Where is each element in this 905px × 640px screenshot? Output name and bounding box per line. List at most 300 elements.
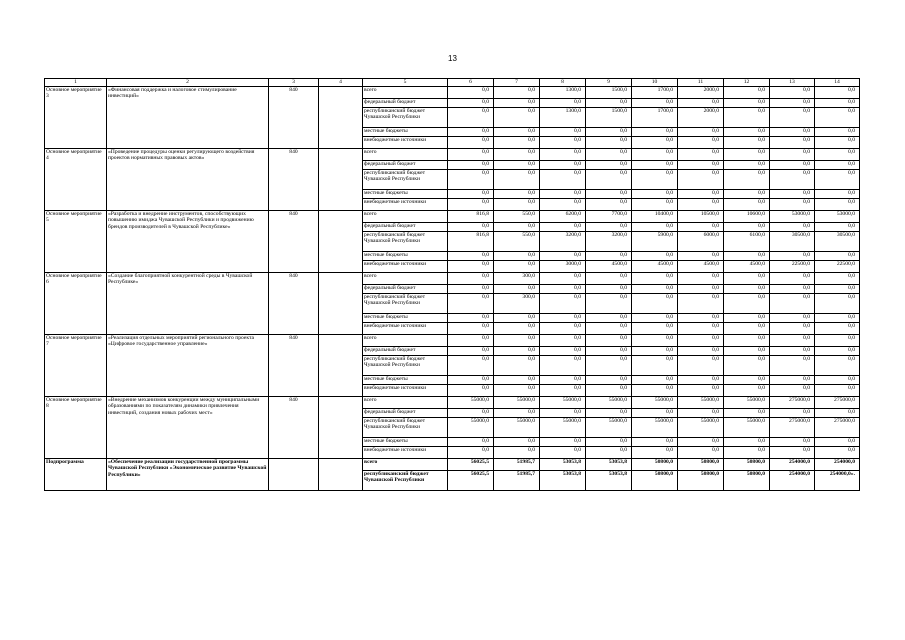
subprogram-row (45, 459, 860, 471)
event-description: «Реализация отдельных мероприятий регионального проекта «Цифровое государственное управление» (107, 335, 269, 397)
amount-cell: 0,0 (770, 347, 815, 356)
amount-cell: 53053,8 (586, 459, 632, 471)
header-cell-3: 3 (269, 79, 319, 87)
amount-cell: 0,0 (448, 273, 494, 285)
amount-cell: 0,0 (815, 314, 860, 323)
amount-cell: 0,0 (586, 385, 632, 397)
responsible-code: 840 (269, 397, 319, 459)
amount-cell: 0,0 (632, 273, 678, 285)
amount-cell: 0,0 (770, 385, 815, 397)
funding-source: местные бюджеты (363, 128, 448, 137)
amount-cell: 0,0 (448, 199, 494, 211)
amount-cell: 0,0 (632, 323, 678, 335)
amount-cell: 0,0 (494, 161, 540, 170)
event-description: «Финансовая поддержка и налоговое стимулирование инвестиций» (107, 87, 269, 149)
amount-cell: 0,0 (540, 314, 586, 323)
amount-cell: 0,0 (815, 376, 860, 385)
amount-cell: 0,0 (770, 128, 815, 137)
amount-cell: 0,0 (815, 385, 860, 397)
amount-cell: 0,0 (724, 87, 770, 99)
event-title: Основное мероприятие 3 (45, 87, 107, 149)
amount-cell: 0,0 (586, 314, 632, 323)
amount-cell: 6200,0 (540, 211, 586, 223)
amount-cell: 0,0 (678, 376, 724, 385)
responsible-code: 840 (269, 273, 319, 335)
amount-cell: 0,0 (770, 190, 815, 199)
amount-cell: 0,0 (448, 108, 494, 128)
amount-cell: 0,0 (586, 285, 632, 294)
amount-cell: 0,0 (494, 252, 540, 261)
amount-cell: 0,0 (540, 438, 586, 447)
table-row (45, 335, 860, 347)
amount-cell: 55000,0 (632, 418, 678, 438)
amount-cell: 0,0 (448, 347, 494, 356)
amount-cell: 0,0 (724, 99, 770, 108)
event-title: Основное мероприятие 6 (45, 273, 107, 335)
amount-cell: 0,0 (632, 128, 678, 137)
amount-cell: 0,0 (586, 335, 632, 347)
amount-cell: 275000,0 (770, 397, 815, 409)
amount-cell: 50800,0 (678, 471, 724, 491)
amount-cell: 0,0 (770, 137, 815, 149)
amount-cell: 0,0 (448, 285, 494, 294)
amount-cell: 0,0 (448, 128, 494, 137)
amount-cell: 0,0 (678, 252, 724, 261)
header-cell-6: 6 (448, 79, 494, 87)
amount-cell: 0,0 (815, 149, 860, 161)
amount-cell: 0,0 (678, 294, 724, 314)
amount-cell: 53000,0 (770, 211, 815, 223)
amount-cell: 53053,8 (540, 471, 586, 491)
amount-cell: 53053,8 (540, 459, 586, 471)
amount-cell: 0,0 (540, 161, 586, 170)
funding-source: республиканский бюджет Чувашской Республики (363, 471, 448, 491)
amount-cell: 0,0 (770, 314, 815, 323)
header-cell-14: 14 (815, 79, 860, 87)
amount-cell: 0,0 (632, 409, 678, 418)
header-cell-12: 12 (724, 79, 770, 87)
amount-cell: 0,0 (586, 356, 632, 376)
funding-source: местные бюджеты (363, 376, 448, 385)
amount-cell: 0,0 (724, 314, 770, 323)
amount-cell: 56025,5 (448, 471, 494, 491)
amount-cell: 0,0 (494, 335, 540, 347)
amount-cell: 55000,0 (494, 418, 540, 438)
amount-cell: 0,0 (540, 273, 586, 285)
amount-cell: 0,0 (540, 190, 586, 199)
amount-cell: 0,0 (770, 273, 815, 285)
amount-cell: 0,0 (494, 376, 540, 385)
amount-cell: 0,0 (678, 99, 724, 108)
amount-cell: 0,0 (448, 252, 494, 261)
amount-cell: 0,0 (494, 223, 540, 232)
amount-cell: 0,0 (770, 335, 815, 347)
amount-cell: 0,0 (770, 99, 815, 108)
amount-cell: 0,0 (586, 376, 632, 385)
funding-source: всего (363, 335, 448, 347)
amount-cell: 0,0 (815, 409, 860, 418)
amount-cell: 0,0 (586, 99, 632, 108)
amount-cell: 0,0 (448, 376, 494, 385)
header-cell-7: 7 (494, 79, 540, 87)
amount-cell: 0,0 (678, 385, 724, 397)
amount-cell: 0,0 (770, 149, 815, 161)
amount-cell: 0,0 (586, 137, 632, 149)
funding-source: внебюджетные источники (363, 323, 448, 335)
amount-cell: 0,0 (632, 285, 678, 294)
amount-cell: 0,0 (494, 261, 540, 273)
amount-cell: 0,0 (632, 447, 678, 459)
amount-cell: 0,0 (678, 199, 724, 211)
amount-cell: 254000,0». (815, 471, 860, 491)
amount-cell: 300,0 (494, 273, 540, 285)
amount-cell: 30500,0 (815, 232, 860, 252)
amount-cell: 51985,7 (494, 459, 540, 471)
amount-cell: 0,0 (632, 149, 678, 161)
event-description: «Создание благоприятной конкурентной среды в Чувашской Республике» (107, 273, 269, 335)
amount-cell: 0,0 (632, 252, 678, 261)
amount-cell: 0,0 (724, 285, 770, 294)
amount-cell: 0,0 (724, 149, 770, 161)
amount-cell: 0,0 (770, 409, 815, 418)
amount-cell: 0,0 (586, 199, 632, 211)
table-row (45, 87, 860, 99)
amount-cell: 0,0 (540, 385, 586, 397)
amount-cell: 0,0 (494, 356, 540, 376)
amount-cell: 0,0 (494, 447, 540, 459)
funding-source: местные бюджеты (363, 252, 448, 261)
header-row (45, 79, 860, 87)
funding-source: внебюджетные источники (363, 261, 448, 273)
event-title: Основное мероприятие 5 (45, 211, 107, 273)
amount-cell: 55000,0 (678, 418, 724, 438)
amount-cell: 0,0 (632, 314, 678, 323)
funding-source: федеральный бюджет (363, 99, 448, 108)
amount-cell: 0,0 (770, 252, 815, 261)
table-row (45, 211, 860, 223)
amount-cell: 0,0 (678, 170, 724, 190)
amount-cell: 0,0 (815, 323, 860, 335)
amount-cell: 0,0 (540, 323, 586, 335)
amount-cell: 0,0 (724, 347, 770, 356)
amount-cell: 0,0 (494, 190, 540, 199)
amount-cell: 816,8 (448, 211, 494, 223)
amount-cell: 55000,0 (448, 418, 494, 438)
amount-cell: 0,0 (770, 356, 815, 376)
amount-cell: 0,0 (678, 347, 724, 356)
amount-cell: 0,0 (586, 149, 632, 161)
amount-cell: 0,0 (724, 438, 770, 447)
amount-cell: 0,0 (494, 99, 540, 108)
amount-cell: 7700,0 (586, 211, 632, 223)
funding-source: всего (363, 211, 448, 223)
funding-source: всего (363, 459, 448, 471)
header-cell-1: 1 (45, 79, 107, 87)
amount-cell: 0,0 (724, 273, 770, 285)
amount-cell: 1500,0 (586, 87, 632, 99)
header-cell-9: 9 (586, 79, 632, 87)
subprogram-description: «Обеспечение реализации государственной программы Чувашской Республики «Экономическое развитие Чувашской Республики» (107, 459, 269, 491)
header-cell-13: 13 (770, 79, 815, 87)
amount-cell: 0,0 (724, 170, 770, 190)
amount-cell: 0,0 (678, 314, 724, 323)
amount-cell: 0,0 (540, 294, 586, 314)
amount-cell: 0,0 (678, 335, 724, 347)
event-title: Основное мероприятие 8 (45, 397, 107, 459)
header-cell-8: 8 (540, 79, 586, 87)
subprogram-title: Подпрограмма (45, 459, 107, 491)
amount-cell: 0,0 (540, 376, 586, 385)
amount-cell: 0,0 (494, 108, 540, 128)
funding-source: местные бюджеты (363, 438, 448, 447)
amount-cell: 0,0 (540, 356, 586, 376)
amount-cell: 0,0 (540, 285, 586, 294)
amount-cell: 2000,0 (678, 87, 724, 99)
amount-cell: 3200,0 (540, 232, 586, 252)
amount-cell: 275000,0 (770, 418, 815, 438)
funding-source: местные бюджеты (363, 190, 448, 199)
amount-cell: 0,0 (678, 161, 724, 170)
amount-cell: 0,0 (540, 99, 586, 108)
amount-cell: 0,0 (586, 223, 632, 232)
amount-cell: 4500,0 (586, 261, 632, 273)
amount-cell: 0,0 (770, 170, 815, 190)
amount-cell: 0,0 (632, 137, 678, 149)
funding-source: республиканский бюджет Чувашской Республики (363, 232, 448, 252)
amount-cell: 0,0 (678, 438, 724, 447)
amount-cell: 1500,0 (586, 108, 632, 128)
amount-cell: 0,0 (678, 447, 724, 459)
amount-cell: 0,0 (724, 252, 770, 261)
amount-cell: 0,0 (494, 385, 540, 397)
funding-source: всего (363, 397, 448, 409)
amount-cell: 275000,0 (815, 397, 860, 409)
amount-cell: 0,0 (632, 385, 678, 397)
amount-cell: 53000,0 (815, 211, 860, 223)
amount-cell: 0,0 (448, 99, 494, 108)
amount-cell: 254000,0 (770, 471, 815, 491)
amount-cell: 50800,0 (678, 459, 724, 471)
amount-cell: 0,0 (494, 409, 540, 418)
amount-cell: 55000,0 (678, 397, 724, 409)
amount-cell: 0,0 (678, 190, 724, 199)
amount-cell: 4500,0 (632, 261, 678, 273)
amount-cell: 0,0 (448, 161, 494, 170)
amount-cell: 55000,0 (540, 397, 586, 409)
amount-cell: 0,0 (632, 294, 678, 314)
funding-source: республиканский бюджет Чувашской Республики (363, 170, 448, 190)
event-title: Основное мероприятие 7 (45, 335, 107, 397)
amount-cell: 0,0 (815, 128, 860, 137)
amount-cell: 0,0 (770, 199, 815, 211)
amount-cell: 0,0 (448, 314, 494, 323)
amount-cell: 0,0 (678, 285, 724, 294)
funding-source: республиканский бюджет Чувашской Республики (363, 108, 448, 128)
header-cell-11: 11 (678, 79, 724, 87)
funding-source: внебюджетные источники (363, 447, 448, 459)
funding-source: всего (363, 87, 448, 99)
amount-cell: 550,0 (494, 232, 540, 252)
amount-cell: 0,0 (448, 356, 494, 376)
amount-cell: 0,0 (448, 223, 494, 232)
amount-cell: 0,0 (632, 438, 678, 447)
page-number: 13 (448, 54, 457, 63)
table-row (45, 149, 860, 161)
amount-cell: 1300,0 (540, 108, 586, 128)
amount-cell: 55000,0 (494, 397, 540, 409)
empty-cell (319, 273, 363, 335)
amount-cell: 0,0 (815, 438, 860, 447)
amount-cell: 1700,0 (632, 87, 678, 99)
amount-cell: 0,0 (448, 323, 494, 335)
event-title: Основное мероприятие 4 (45, 149, 107, 211)
amount-cell: 0,0 (724, 335, 770, 347)
amount-cell: 0,0 (815, 99, 860, 108)
header-cell-4: 4 (319, 79, 363, 87)
amount-cell: 0,0 (494, 438, 540, 447)
amount-cell: 0,0 (815, 190, 860, 199)
amount-cell: 53053,8 (586, 471, 632, 491)
amount-cell: 0,0 (494, 137, 540, 149)
amount-cell: 0,0 (586, 447, 632, 459)
funding-source: федеральный бюджет (363, 285, 448, 294)
amount-cell: 0,0 (448, 385, 494, 397)
amount-cell: 30500,0 (770, 232, 815, 252)
amount-cell: 55000,0 (448, 397, 494, 409)
amount-cell: 0,0 (448, 149, 494, 161)
amount-cell: 0,0 (770, 323, 815, 335)
funding-source: республиканский бюджет Чувашской Республики (363, 418, 448, 438)
amount-cell: 0,0 (724, 409, 770, 418)
amount-cell: 50800,0 (632, 459, 678, 471)
amount-cell: 50800,0 (724, 459, 770, 471)
responsible-code: 840 (269, 211, 319, 273)
amount-cell: 0,0 (448, 409, 494, 418)
amount-cell: 254000,0 (815, 459, 860, 471)
amount-cell: 10500,0 (678, 211, 724, 223)
funding-source: внебюджетные источники (363, 137, 448, 149)
header-cell-2: 2 (107, 79, 269, 87)
amount-cell: 0,0 (770, 376, 815, 385)
amount-cell: 550,0 (494, 211, 540, 223)
amount-cell: 0,0 (724, 323, 770, 335)
amount-cell: 0,0 (540, 170, 586, 190)
event-description: «Разработка и внедрение инструментов, способствующих повышению имиджа Чувашской Республики и продвижению брендов производителей в Чувашской Республике» (107, 211, 269, 273)
amount-cell: 55000,0 (632, 397, 678, 409)
amount-cell: 0,0 (815, 161, 860, 170)
amount-cell: 0,0 (815, 87, 860, 99)
amount-cell: 22500,0 (770, 261, 815, 273)
amount-cell: 0,0 (678, 356, 724, 376)
empty-cell (319, 335, 363, 397)
amount-cell: 0,0 (815, 170, 860, 190)
amount-cell: 0,0 (815, 252, 860, 261)
amount-cell: 0,0 (540, 149, 586, 161)
amount-cell: 55000,0 (540, 418, 586, 438)
amount-cell: 0,0 (632, 335, 678, 347)
amount-cell: 254000,0 (770, 459, 815, 471)
amount-cell: 0,0 (540, 128, 586, 137)
amount-cell: 0,0 (540, 199, 586, 211)
amount-cell: 6000,0 (678, 232, 724, 252)
amount-cell: 10600,0 (724, 211, 770, 223)
amount-cell: 0,0 (632, 170, 678, 190)
amount-cell: 0,0 (540, 347, 586, 356)
amount-cell: 0,0 (586, 409, 632, 418)
empty-cell (319, 149, 363, 211)
budget-table (44, 78, 860, 491)
amount-cell: 816,8 (448, 232, 494, 252)
amount-cell: 0,0 (494, 285, 540, 294)
funding-source: федеральный бюджет (363, 347, 448, 356)
amount-cell: 0,0 (540, 223, 586, 232)
amount-cell: 0,0 (586, 438, 632, 447)
amount-cell: 4500,0 (724, 261, 770, 273)
amount-cell: 0,0 (632, 190, 678, 199)
amount-cell: 0,0 (448, 294, 494, 314)
amount-cell: 0,0 (586, 128, 632, 137)
amount-cell: 0,0 (815, 285, 860, 294)
amount-cell: 0,0 (724, 137, 770, 149)
amount-cell: 55000,0 (724, 418, 770, 438)
amount-cell: 0,0 (724, 356, 770, 376)
amount-cell: 0,0 (770, 108, 815, 128)
amount-cell: 0,0 (724, 108, 770, 128)
funding-source: всего (363, 149, 448, 161)
amount-cell: 0,0 (448, 170, 494, 190)
amount-cell: 0,0 (494, 314, 540, 323)
amount-cell: 275000,0 (815, 418, 860, 438)
amount-cell: 1300,0 (540, 87, 586, 99)
amount-cell: 0,0 (815, 223, 860, 232)
amount-cell: 0,0 (632, 356, 678, 376)
amount-cell: 0,0 (724, 199, 770, 211)
amount-cell: 3000,0 (540, 261, 586, 273)
amount-cell: 0,0 (494, 347, 540, 356)
amount-cell: 2000,0 (678, 108, 724, 128)
amount-cell: 0,0 (448, 438, 494, 447)
amount-cell: 0,0 (678, 409, 724, 418)
amount-cell: 0,0 (815, 447, 860, 459)
amount-cell: 0,0 (448, 137, 494, 149)
responsible-code: 840 (269, 335, 319, 397)
amount-cell: 0,0 (632, 223, 678, 232)
amount-cell: 0,0 (494, 87, 540, 99)
amount-cell: 0,0 (540, 447, 586, 459)
amount-cell: 0,0 (448, 261, 494, 273)
amount-cell: 10400,0 (632, 211, 678, 223)
amount-cell: 0,0 (678, 323, 724, 335)
amount-cell: 0,0 (724, 128, 770, 137)
funding-source: федеральный бюджет (363, 409, 448, 418)
responsible-code: 840 (269, 149, 319, 211)
amount-cell: 0,0 (724, 376, 770, 385)
amount-cell: 51985,7 (494, 471, 540, 491)
amount-cell: 0,0 (815, 335, 860, 347)
amount-cell: 0,0 (815, 356, 860, 376)
amount-cell: 0,0 (586, 190, 632, 199)
amount-cell: 0,0 (632, 161, 678, 170)
amount-cell: 0,0 (494, 149, 540, 161)
amount-cell: 0,0 (815, 273, 860, 285)
amount-cell: 5900,0 (632, 232, 678, 252)
amount-cell: 1700,0 (632, 108, 678, 128)
responsible-code: 840 (269, 87, 319, 149)
table-row (45, 397, 860, 409)
event-description: «Проведение процедуры оценки регулирующего воздействия проектов нормативных правовых актов» (107, 149, 269, 211)
amount-cell: 0,0 (724, 385, 770, 397)
amount-cell: 300,0 (494, 294, 540, 314)
